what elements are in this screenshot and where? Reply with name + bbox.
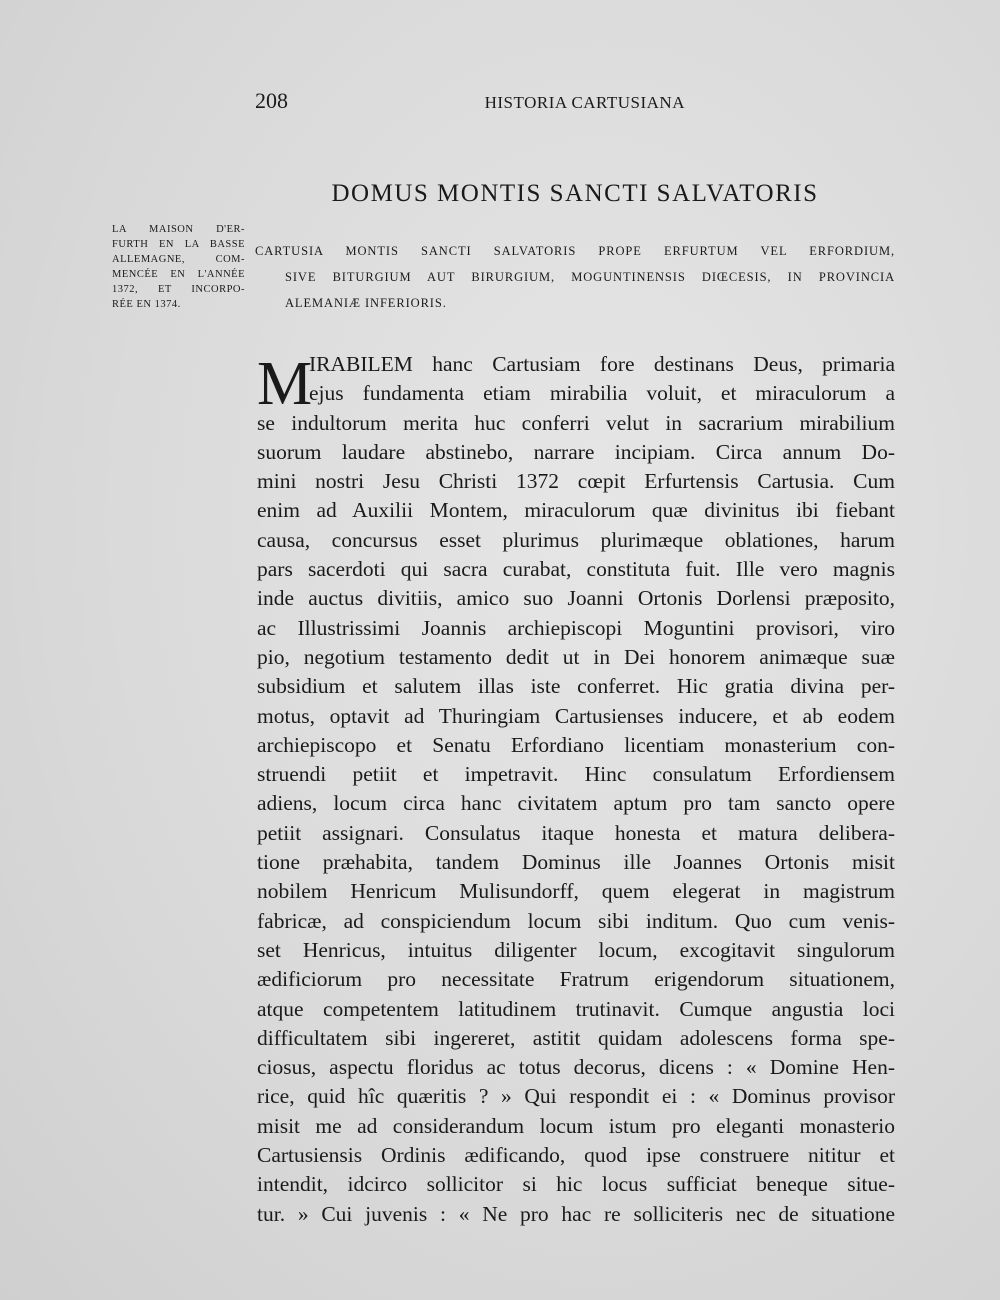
- body-line: pio, negotium testamento dedit ut in Dei honorem animæque suæ: [257, 644, 895, 669]
- body-line: ædificiorum pro necessitate Fratrum erigendorum situationem,: [257, 967, 895, 992]
- margin-note: [112, 222, 245, 312]
- body-line: intendit, idcirco sollicitor si hic locus sufficiat beneque situe-: [257, 1172, 895, 1197]
- body-line: motus, optavit ad Thuringiam Cartusienses inducere, et ab eodem: [257, 703, 895, 728]
- body-line: struendi petiit et impetravit. Hinc consulatum Erfordiensem: [257, 762, 895, 787]
- body-line: petiit assignari. Consulatus itaque honesta et matura delibera-: [257, 820, 895, 845]
- running-title: HISTORIA CARTUSIANA: [484, 93, 685, 112]
- body-line: tur. » Cui juvenis : « Ne pro hac re solliciteris nec de situatione: [257, 1201, 895, 1226]
- body-line: inde auctus divitiis, amico suo Joanni Ortonis Dorlensi præposito,: [257, 586, 895, 611]
- body-line: subsidium et salutem illas iste conferret. Hic gratia divina per-: [257, 674, 895, 699]
- body-line: IRABILEM hanc Cartusiam fore destinans Deus, primaria: [309, 352, 895, 376]
- margin-note-line: RÉE EN 1374.: [112, 299, 181, 310]
- subtitle-line: CARTUSIA MONTIS SANCTI SALVATORIS PROPE ERFURTUM VEL ERFORDIUM,: [255, 244, 895, 258]
- body-line: ciosus, aspectu floridus ac totus decorus, dicens : « Domine Hen-: [257, 1055, 895, 1080]
- body-line: misit me ad considerandum locum istum pro eleganti monasterio: [257, 1113, 895, 1138]
- section-title: DOMUS MONTIS SANCTI SALVATORIS: [331, 180, 819, 207]
- body-line: mini nostri Jesu Christi 1372 cœpit Erfurtensis Cartusia. Cum: [257, 469, 895, 494]
- subtitle-line: SIVE BITURGIUM AUT BIRURGIUM, MOGUNTINENSIS DIŒCESIS, IN PROVINCIA: [285, 270, 895, 284]
- body-line: Cartusiensis Ordinis ædificando, quod ipse construere nititur et: [257, 1143, 895, 1168]
- body-line: se indultorum merita huc conferri velut in sacrarium mirabilium: [257, 410, 895, 435]
- body-line: ac Illustrissimi Joannis archiepiscopi Moguntini provisori, viro: [257, 615, 895, 640]
- body-line: nobilem Henricum Mulisundorff, quem elegerat in magistrum: [257, 879, 895, 904]
- body-line: suorum laudare abstinebo, narrare incipiam. Circa annum Do-: [257, 439, 895, 464]
- section-subtitle: [255, 238, 895, 316]
- body-line: set Henricus, intuitus diligenter locum, excogitavit singulorum: [257, 937, 895, 962]
- margin-note-line: ALLEMAGNE, COM-: [112, 254, 245, 265]
- body-line: pars sacerdoti qui sacra curabat, constituta fuit. Ille vero magnis: [257, 557, 895, 582]
- body-line: difficultatem sibi ingereret, astitit quidam adolescens forma spe-: [257, 1025, 895, 1050]
- page-header: [255, 88, 685, 114]
- body-line: fabricæ, ad conspiciendum locum sibi inditum. Quo cum venis-: [257, 908, 895, 933]
- body-line: causa, concursus esset plurimus plurimæque oblationes, harum: [257, 527, 895, 552]
- body-line: ejus fundamenta etiam mirabilia voluit, et miraculorum a: [309, 381, 895, 406]
- margin-note-line: LA MAISON D'ER-: [112, 224, 245, 235]
- body-line: atque competentem latitudinem trutinavit. Cumque angustia loci: [257, 996, 895, 1021]
- body-lines: [257, 350, 895, 1229]
- page-number: 208: [255, 88, 288, 113]
- subtitle-line: ALEMANIÆ INFERIORIS.: [285, 296, 447, 310]
- margin-note-line: MENCÉE EN L'ANNÉE: [112, 269, 245, 280]
- body-line: enim ad Auxilii Montem, miraculorum quæ divinitus ibi fiebant: [257, 498, 895, 523]
- drop-cap: M: [257, 350, 313, 418]
- margin-note-line: 1372, ET INCORPO-: [112, 284, 245, 295]
- margin-note-line: FURTH EN LA BASSE: [112, 239, 245, 250]
- body-text: [257, 350, 895, 1229]
- body-line: adiens, locum circa hanc civitatem aptum pro tam sancto opere: [257, 791, 895, 816]
- body-line: tione præhabita, tandem Dominus ille Joannes Ortonis misit: [257, 850, 895, 875]
- body-line: rice, quid hîc quæritis ? » Qui respondit ei : « Dominus provisor: [257, 1084, 895, 1109]
- body-line: archiepiscopo et Senatu Erfordiano licentiam monasterium con-: [257, 732, 895, 757]
